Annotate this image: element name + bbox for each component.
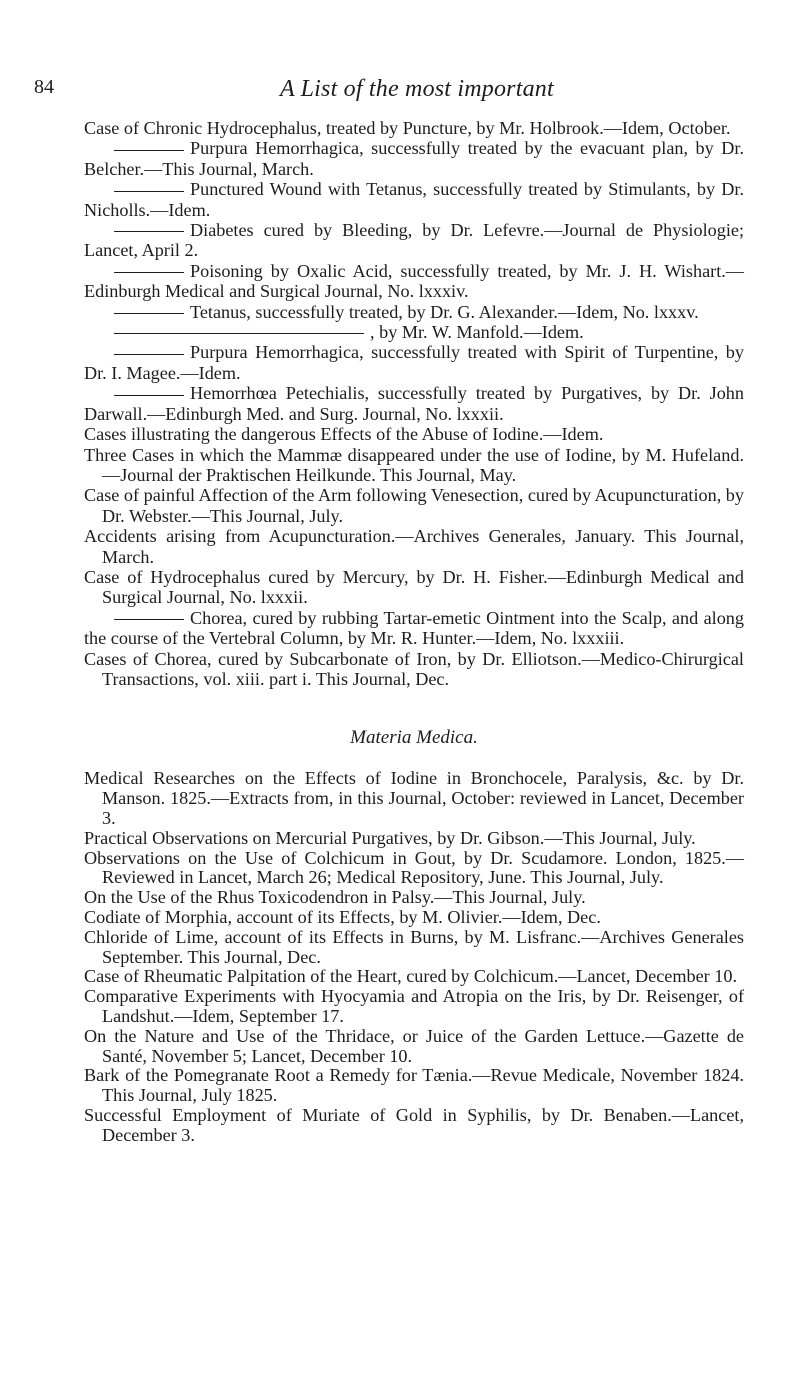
section-heading-materia-medica: Materia Medica. [350,727,478,749]
ditto-dash [114,191,184,192]
cases-list [84,118,744,689]
case-entry-text: Hemorrhœa Petechialis, successfully treated by Purgatives, by Dr. John Darwall.—Edinburgh Med. and Surg. Journal, No. lxxxii. [84,383,744,424]
case-entry [84,302,744,322]
case-entry [84,179,744,220]
ditto-dash [114,231,184,232]
case-entry-text: Tetanus, successfully treated, by Dr. G. Alexander.—Idem, No. lxxxv. [190,301,699,322]
ditto-dash [114,150,184,151]
case-entry-text: Case of painful Affection of the Arm following Venesection, cured by Acupuncturation, by Dr. Webster.—This Journal, July. [84,485,744,526]
materia-medica-entry: Chloride of Lime, account of its Effects in Burns, by M. Lisfranc.—Archives Generales September. This Journal, Dec. [84,926,744,967]
materia-medica-entry: Case of Rheumatic Palpitation of the Heart, cured by Colchicum.—Lancet, December 10. [84,966,738,987]
case-entry-text: Three Cases in which the Mammæ disappeared under the use of Iodine, by M. Hufeland.—Journal der Praktischen Heilkunde. This Journal, May. [84,444,744,485]
case-entry-text: , by Mr. W. Manfold.—Idem. [370,322,584,343]
case-entry [84,608,744,649]
ditto-dash [114,272,184,273]
case-entry-text: Chorea, cured by rubbing Tartar-emetic Ointment into the Scalp, and along the course of the Vertebral Column, by Mr. R. Hunter.—Idem, No. lxxxiii. [84,607,744,649]
materia-medica-list [84,769,744,1145]
page-number: 84 [34,76,54,98]
ditto-dash [114,333,364,334]
ditto-dash [114,395,184,396]
case-entry [84,445,744,486]
materia-medica-entry: Codiate of Morphia, account of its Effects, by M. Olivier.—Idem, Dec. [84,906,601,927]
ditto-dash [114,619,184,620]
materia-medica-entry: On the Use of the Rhus Toxicodendron in Palsy.—This Journal, July. [84,887,586,908]
running-head [34,76,774,110]
case-entry-text: Case of Hydrocephalus cured by Mercury, by Dr. H. Fisher.—Edinburgh Medical and Surgical Journal, No. lxxxii. [84,566,744,608]
case-entry-text: Purpura Hemorrhagica, successfully treated by the evacuant plan, by Dr. Belcher.—This Journal, March. [84,138,744,179]
materia-medica-entry: Medical Researches on the Effects of Iodine in Bronchocele, Paralysis, &c. by Dr. Manson. 1825.—Extracts from, in this Journal, October: reviewed in Lancet, December 3. [84,768,744,828]
materia-medica-entry: On the Nature and Use of the Thridace, or Juice of the Garden Lettuce.—Gazette de Santé, November 5; Lancet, December 10. [84,1025,744,1066]
materia-medica-entry: Bark of the Pomegranate Root a Remedy for Tænia.—Revue Medicale, November 1824. This Journal, July 1825. [84,1065,744,1106]
ditto-dash [114,313,184,314]
case-entry [84,649,744,690]
case-entry [84,567,744,608]
case-entry [84,342,744,383]
case-entry [84,383,744,424]
case-entry [84,526,744,567]
case-entry [84,118,744,138]
case-entry-text: Cases illustrating the dangerous Effects of the Abuse of Iodine.—Idem. [84,424,604,445]
materia-medica-entry: Practical Observations on Mercurial Purgatives, by Dr. Gibson.—This Journal, July. [84,827,696,848]
materia-medica-entry: Observations on the Use of Colchicum in Gout, by Dr. Scudamore. London, 1825.—Reviewed in Lancet, March 26; Medical Repository, June. This Journal, July. [84,847,744,888]
ditto-dash [114,354,184,355]
case-entry-text: Cases of Chorea, cured by Subcarbonate of Iron, by Dr. Elliotson.—Medico-Chirurgical Transactions, vol. xiii. part i. This Journal, Dec. [84,648,744,689]
case-entry-text: Diabetes cured by Bleeding, by Dr. Lefevre.—Journal de Physiologie; Lancet, April 2. [84,220,744,261]
case-entry [84,424,744,444]
case-entry-text: Poisoning by Oxalic Acid, successfully treated, by Mr. J. H. Wishart.—Edinburgh Medical and Surgical Journal, No. lxxxiv. [84,260,744,302]
case-entry-text: Purpura Hemorrhagica, successfully treated with Spirit of Turpentine, by Dr. I. Magee.—Idem. [84,342,744,383]
running-title: A List of the most important [280,76,554,102]
case-entry-text: Punctured Wound with Tetanus, successfully treated by Stimulants, by Dr. Nicholls.—Idem. [84,179,744,220]
case-entry [84,322,744,342]
case-entry [84,485,744,526]
case-entry [84,220,744,261]
case-entry [84,138,744,179]
case-entry-text: Accidents arising from Acupuncturation.—Archives Generales, January. This Journal, March. [84,526,744,567]
body-text [84,118,744,1146]
case-entry [84,261,744,302]
materia-medica-entry: Comparative Experiments with Hyocyamia and Atropia on the Iris, by Dr. Reisenger, of Landshut.—Idem, September 17. [84,986,744,1026]
materia-medica-entry: Successful Employment of Muriate of Gold in Syphilis, by Dr. Benaben.—Lancet, December 3. [84,1104,744,1145]
case-entry-text: Case of Chronic Hydrocephalus, treated by Puncture, by Mr. Holbrook.—Idem, October. [84,118,731,138]
